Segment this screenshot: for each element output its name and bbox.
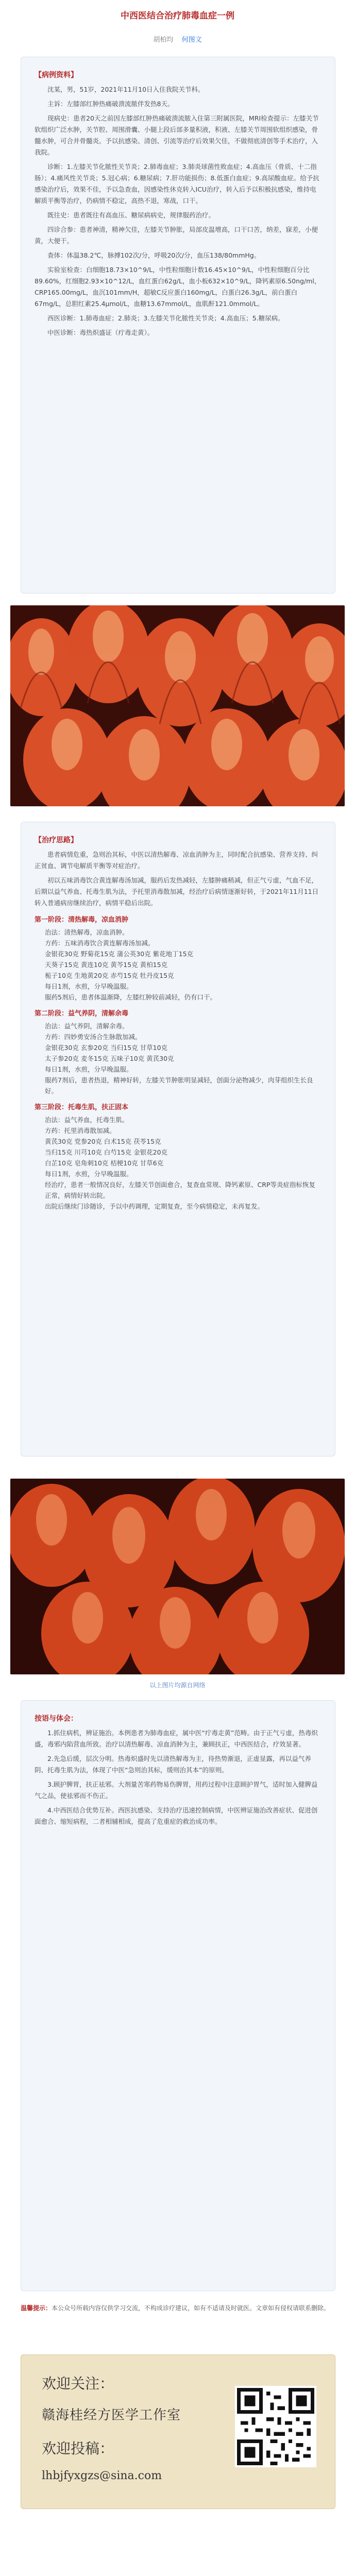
case-paragraph: 诊断：1.左膝关节化脓性关节炎；2.肺毒血症；3.肺炎球菌性败血症；4.高血压（骨质、十二指肠）；4.痛风性关节炎；5.冠心病；6.糖尿病；7.肝功能损伤；8.低蛋白血症；9.高尿酸血症。给予抗感染治疗后，效果不佳，予以急查血，因感染性休克转入ICU治疗，转入后予以积极抗感染，维持电解质平衡等治疗，仍病情不稳定，高热不退，寒战，口干。 — [35, 163, 319, 205]
source-link[interactable]: 何图文 — [181, 36, 202, 44]
tulip-image — [10, 1479, 345, 1674]
article-meta — [0, 34, 355, 44]
case-paragraph: 既往史：患者既往有高血压、糖尿病病史，规律服药治疗。 — [47, 211, 215, 219]
stage2-line: 金银花30克 玄参20克 当归15克 甘草10克 — [45, 1044, 168, 1052]
case-paragraph: 现病史：患者20天之前因左膝部红肿热痛破溃流脓入住第三附属医院，MRI检查提示：左膝关节软组织广泛水肿，关节腔、周围滑囊、小腿上段后部多量积液，积液、左膝关节周围软组织感染，骨髓水肿，可合并骨髓炎。予以抗感染、清创、引流等治疗后效果欠佳，不做彻底清创等手术治疗，入我院。 — [35, 114, 319, 156]
case-paragraph: 主诉：左膝部红肿热痛破溃流脓伴发热8天。 — [47, 100, 174, 108]
analysis-paragraph: 3.顾护脾胃，扶正祛邪。大剂量苦寒药物易伤脾胃，用药过程中注意顾护胃气，适时加入健脾益气之品，使祛邪而不伤正。 — [35, 1781, 318, 1800]
stage1-line: 服药5剂后，患者体温渐降，左膝红肿较前减轻，仍有口干。 — [45, 993, 216, 1001]
stage2-line: 治法：益气养阴，清解余毒。 — [45, 1022, 129, 1030]
case-heading: 【病例资料】 — [35, 71, 78, 79]
stage3-line: 经治疗，患者一般情况良好，左膝关节创面愈合，复查血常规、降钙素原、CRP等炎症指标恢复正常，病情好转出院。 — [45, 1181, 315, 1199]
analysis-heading: 按语与体会： — [35, 1715, 78, 1723]
article-title: 中西医结合治疗肺毒血症一例 — [121, 11, 234, 21]
stage1-title: 第一阶段：清热解毒，凉血消肿 — [35, 916, 129, 924]
stage2-line: 每日1剂，水煎，分早晚温服。 — [45, 1065, 133, 1073]
qr-code-icon — [235, 2386, 316, 2467]
analysis-paragraph: 1.抓住病机，辨证施治。本例患者为肺毒血症，属中医“疔毒走黄”范畴。由于正气亏虚，热毒炽盛，毒邪内陷营血所致。治疗以清热解毒、凉血消肿为主，兼顾扶正，中西医结合，疗效显著。 — [35, 1729, 318, 1748]
analysis-card — [21, 1700, 335, 2291]
case-paragraph: 四诊合参：患者神清，精神欠佳，左膝关节肿胀，局部皮温增高，口干口苦，纳差，寐差，小便黄，大便干。 — [35, 226, 318, 245]
disclaimer — [21, 2303, 334, 2313]
tulip-photo — [10, 1479, 345, 1674]
stage3-line: 出院后继续门诊随诊，予以中药调理，定期复查，至今病情稳定，未再复发。 — [45, 1202, 264, 1210]
stage3-line: 白芷10克 皂角刺10克 桔梗10克 甘草6克 — [45, 1159, 164, 1167]
author-name[interactable]: 胡柏均 — [153, 36, 174, 44]
stage1-line: 天葵子15克 黄连10克 黄芩15克 黄柏15克 — [45, 961, 168, 969]
stage2-line: 方药：四妙勇安汤合生脉散加减。 — [45, 1033, 142, 1041]
stage1-line: 栀子10克 生地黄20克 赤芍15克 牡丹皮15克 — [45, 972, 174, 979]
stage3-line: 方药：托里消毒散加减。 — [45, 1127, 116, 1134]
follow-label: 欢迎关注： — [42, 2375, 114, 2392]
footer-promo-card — [21, 2354, 335, 2509]
case-card — [21, 57, 335, 594]
treatment-paragraph: 患者病情危重，急则治其标，中医以清热解毒、凉血消肿为主，同时配合抗感染、营养支持、纠正贫血、调节电解质平衡等对症治疗。 — [35, 851, 318, 870]
stage3-line: 每日1剂，水煎，分早晚温服。 — [45, 1170, 133, 1178]
treatment-card — [21, 822, 335, 1456]
case-paragraph: 中医诊断：毒热炽盛证（疔毒走黄）。 — [47, 329, 154, 336]
stage1-line: 每日1剂，水煎，分早晚温服。 — [45, 982, 133, 990]
contact-email[interactable]: lhbjfyxgzs@sina.com — [42, 2469, 162, 2482]
stage3-title: 第三阶段：托毒生肌，扶正固本 — [35, 1104, 129, 1111]
case-paragraph: 沈某，男，51岁，2021年11月10日入住我院关节科。 — [47, 86, 205, 93]
treatment-paragraph: 初以五味消毒饮合黄连解毒汤加减，服药后发热减轻，左膝肿痛稍减，但正气亏虚，气血不足，后期以益气养血、托毒生肌为法，予托里消毒散加减，经治疗后病情逐渐好转，于2021年11月11日转入普通病房继续治疗，病情平稳后出院。 — [35, 876, 319, 907]
analysis-paragraph: 4.中西医结合优势互补。西医抗感染、支持治疗迅速控制病情，中医辨证施治改善症状、促进创面愈合、缩短病程，二者相辅相成，提高了危重症的救治成功率。 — [35, 1806, 318, 1825]
case-paragraph: 实验室检查：白细胞18.73×10^9/L，中性粒细胞计数16.45×10^9/L，中性粒细胞百分比89.60%，红细胞2.93×10^12/L，血红蛋白62g/L，血小板632×10^9/L，降钙素原6.50ng/ml，CRP165.00mg/L，血沉101mm/H，超敏C反应蛋白160mg/L，白蛋白26.3g/L，前白蛋白67mg/L，总胆红素25.4μmol/L，血糖13.67mmol/L，血肌酐121.0mmol/L。 — [35, 266, 321, 308]
stage1-line: 治法：清热解毒，凉血消肿。 — [45, 928, 129, 936]
image-caption: 以上图片均源自网络 — [149, 1682, 206, 1689]
analysis-paragraph: 2.先急后缓，层次分明。热毒炽盛时先以清热解毒为主，待热势渐退，正虚显露，再以益气养阴、托毒生肌为法，体现了中医“急则治其标，缓则治其本”的原则。 — [35, 1755, 311, 1774]
disclaimer-label: 温馨提示： — [21, 2304, 52, 2312]
disclaimer-text: 本公众号所载内容仅供学习交流，不构成诊疗建议，如有不适请及时就医。文章如有侵权请联系删除。 — [52, 2304, 330, 2312]
treatment-heading: 【治疗思路】 — [35, 836, 78, 844]
stage1-line: 金银花30克 野菊花15克 蒲公英30克 紫花地丁15克 — [45, 950, 194, 958]
stage2-line: 服药7剂后，患者热退，精神好转，左膝关节肿胀明显减轻，创面分泌物减少，肉芽组织生长良好。 — [45, 1076, 313, 1095]
stage2-title: 第二阶段：益气养阴，清解余毒 — [35, 1010, 129, 1018]
tulip-image — [10, 605, 345, 806]
studio-name: 赣海桂经方医学工作室 — [42, 2408, 181, 2423]
tulip-photo — [10, 605, 345, 806]
case-paragraph: 西医诊断：1.肺毒血症；2.肺炎；3.左膝关节化脓性关节炎；4.高血压；5.糖尿病。 — [47, 314, 284, 322]
stage3-line: 黄芪30克 党参20克 白术15克 茯苓15克 — [45, 1138, 161, 1145]
submit-label: 欢迎投稿： — [42, 2440, 114, 2457]
stage1-line: 方药：五味消毒饮合黄连解毒汤加减。 — [45, 939, 155, 947]
stage3-line: 治法：益气养血，托毒生肌。 — [45, 1116, 129, 1124]
case-paragraph: 查体：体温38.2℃，脉搏102次/分，呼吸20次/分，血压138/80mmHg。 — [47, 251, 261, 259]
stage3-line: 当归15克 川芎10克 白芍15克 金银花20克 — [45, 1148, 168, 1156]
stage2-line: 太子参20克 麦冬15克 五味子10克 黄芪30克 — [45, 1055, 174, 1062]
